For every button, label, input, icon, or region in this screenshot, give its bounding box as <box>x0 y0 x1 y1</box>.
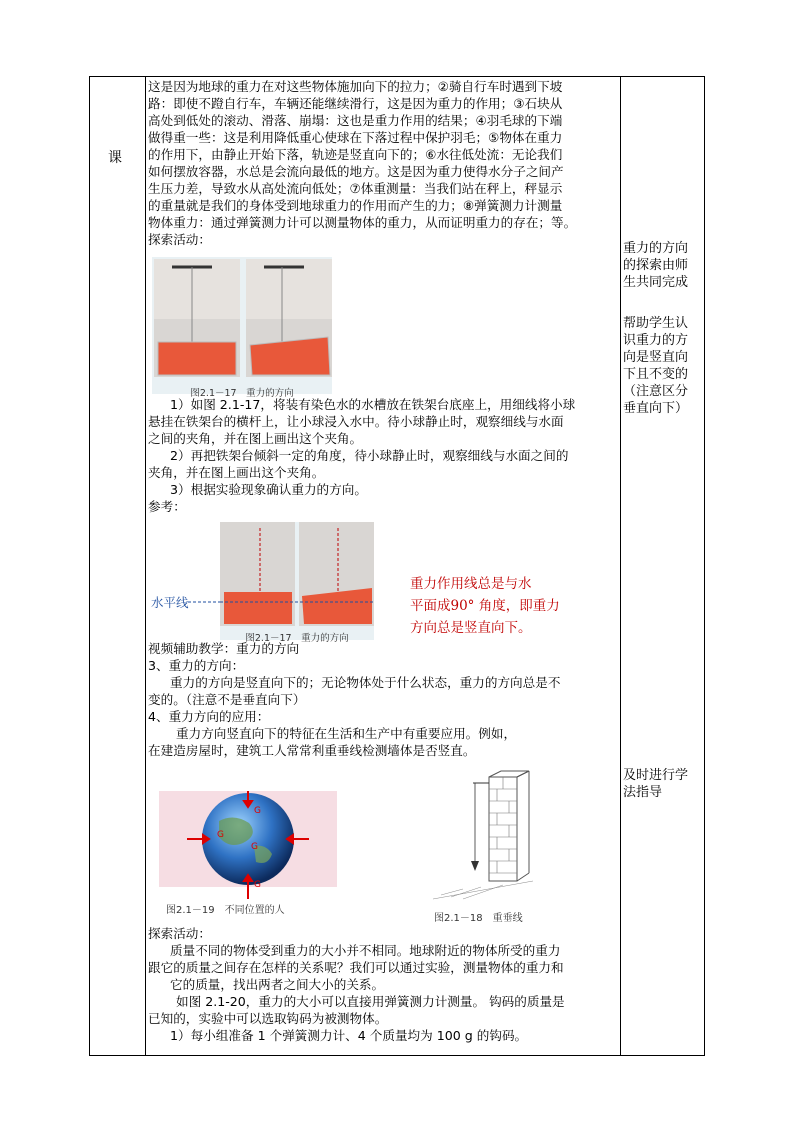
figure-2-1-19 <box>159 791 337 890</box>
gravity-label: G <box>254 880 261 890</box>
section-heading: 探索活动： <box>148 232 211 247</box>
text-line: 已知的，实验中可以选取钩码为被测物体。 <box>148 1011 388 1026</box>
reference-note <box>410 573 560 639</box>
text-line: 质量不同的物体受到重力的大小并不相同。地球附近的物体所受的重力 <box>170 943 561 958</box>
text-line: 如图 2.1-20，重力的大小可以直接用弹簧测力计测量。 钩码的质量是 <box>176 994 565 1009</box>
note-line: 重力作用线总是与水 <box>410 576 532 592</box>
text-line: 变的。（注意不是垂直向下） <box>148 692 306 707</box>
text-line: 3）根据实验现象确认重力的方向。 <box>170 482 367 497</box>
figure-caption: 图2.1－19 不同位置的人 <box>166 905 285 916</box>
intro-paragraph <box>148 78 618 248</box>
figure-2-1-17 <box>152 257 332 399</box>
text-line: 生压力差，导致水从高处流向低处；⑦体重测量：当我们站在秤上，秤显示 <box>148 181 563 196</box>
text-line: 的作用下，由静止开始下落，轨迹是竖直向下的；⑥水往低处流：无论我们 <box>148 147 563 162</box>
text-line: 做得重一些：这是利用降低重心使球在下落过程中保护羽毛；⑤物体在重力 <box>148 130 563 145</box>
text-line: 夹角，并在图上画出这个夹角。 <box>148 465 325 480</box>
note-line: （注意区分 <box>623 384 689 399</box>
text-line: 在建造房屋时，建筑工人常常利重垂线检测墙体是否竖直。 <box>148 743 476 758</box>
figure-caption: 图2.1－17 重力的方向 <box>190 388 294 399</box>
note-line: 垂直向下） <box>623 401 689 416</box>
plumb-line-diagram <box>433 769 543 903</box>
note-line: 下且不变的 <box>623 367 689 382</box>
figure-caption: 图2.1－18 重垂线 <box>434 913 523 924</box>
video-line: 视频辅助教学：重力的方向 <box>148 641 300 656</box>
side-note-1 <box>623 240 688 291</box>
note-line: 向是竖直向 <box>623 350 689 365</box>
experiment-photo <box>152 257 332 379</box>
note-line: 的探索由师 <box>623 258 689 273</box>
text-line: 悬挂在铁架台的横杆上，让小球浸入水中。待小球静止时，观察细线与水面 <box>148 414 564 429</box>
note-line: 生共同完成 <box>623 275 689 290</box>
section-heading: 4、重力方向的应用： <box>148 709 270 724</box>
note-line: 及时进行学 <box>623 768 689 783</box>
text-line: 的重量就是我们的身体受到地球重力的作用而产生的力；⑧弹簧测力计测量 <box>148 198 563 213</box>
text-line: 它的质量，找出两者之间大小的关系。 <box>170 977 385 992</box>
reference-figure <box>220 522 374 644</box>
note-line: 识重力的方 <box>623 333 689 348</box>
earth-gravity-diagram <box>159 791 337 901</box>
horizontal-line-label: 水平线 <box>151 595 189 610</box>
text-line: 1）如图 2.1-17，将装有染色水的水槽放在铁架台底座上，用细线将小球 <box>170 397 576 412</box>
note-line: 法指导 <box>623 785 663 800</box>
side-note-2 <box>623 315 688 417</box>
text-line: 路：即使不蹬自行车，车辆还能继续滑行，这是因为重力的作用；③石块从 <box>148 96 563 111</box>
note-line: 重力的方向 <box>623 241 689 256</box>
reference-label: 参考： <box>148 499 186 514</box>
text-line: 这是因为地球的重力在对这些物体施加向下的拉力；②骑自行车时遇到下坡 <box>148 79 563 94</box>
stage-label: 课 <box>108 150 122 166</box>
explore-activity-2 <box>148 925 618 1044</box>
experiment-steps <box>148 396 618 515</box>
text-line: 物体重力：通过弹簧测力计可以测量物体的重力，从而证明重力的存在；等。 <box>148 215 577 230</box>
column-divider <box>145 77 146 1055</box>
text-line: 之间的夹角，并在图上画出这个夹角。 <box>148 431 363 446</box>
text-line: 1）每小组准备 1 个弹簧测力计、4 个质量均为 100 g 的钩码。 <box>170 1028 528 1043</box>
side-note-3 <box>623 767 688 801</box>
note-line: 方向总是竖直向下。 <box>410 620 532 636</box>
sections-3-4 <box>148 640 618 759</box>
text-line: 重力方向竖直向下的特征在生活和生产中有重要应用。例如， <box>176 726 517 741</box>
text-line: 如何摆放容器，水总是会流向最低的地方。这是因为重力使得水分子之间产 <box>148 164 564 179</box>
stage-column <box>90 77 145 1055</box>
text-line: 2）再把铁架台倾斜一定的角度，待小球静止时，观察细线与水面之间的 <box>170 448 569 463</box>
text-line: 跟它的质量之间存在怎样的关系呢？我们可以通过实验，测量物体的重力和 <box>148 960 564 975</box>
horizontal-line-pointer <box>188 597 222 607</box>
figure-2-1-18 <box>433 769 543 903</box>
note-line: 帮助学生认 <box>623 316 689 331</box>
text-line: 重力的方向是竖直向下的；无论物体处于什么状态，重力的方向总是不 <box>170 675 561 690</box>
lesson-table <box>89 76 705 1056</box>
text-line: 高处到低处的滚动、滑落、崩塌：这也是重力作用的结果；④羽毛球的下端 <box>148 113 563 128</box>
figure-caption: 图2.1－17 重力的方向 <box>245 633 349 644</box>
section-heading: 3、重力的方向： <box>148 658 245 673</box>
gravity-label: G <box>251 842 258 852</box>
gravity-label: G <box>254 806 261 816</box>
section-heading: 探索活动： <box>148 926 211 941</box>
gravity-label: G <box>217 830 224 840</box>
reference-photo <box>220 522 374 626</box>
column-divider <box>620 77 621 1055</box>
note-line: 平面成90° 角度，即重力 <box>410 598 560 614</box>
